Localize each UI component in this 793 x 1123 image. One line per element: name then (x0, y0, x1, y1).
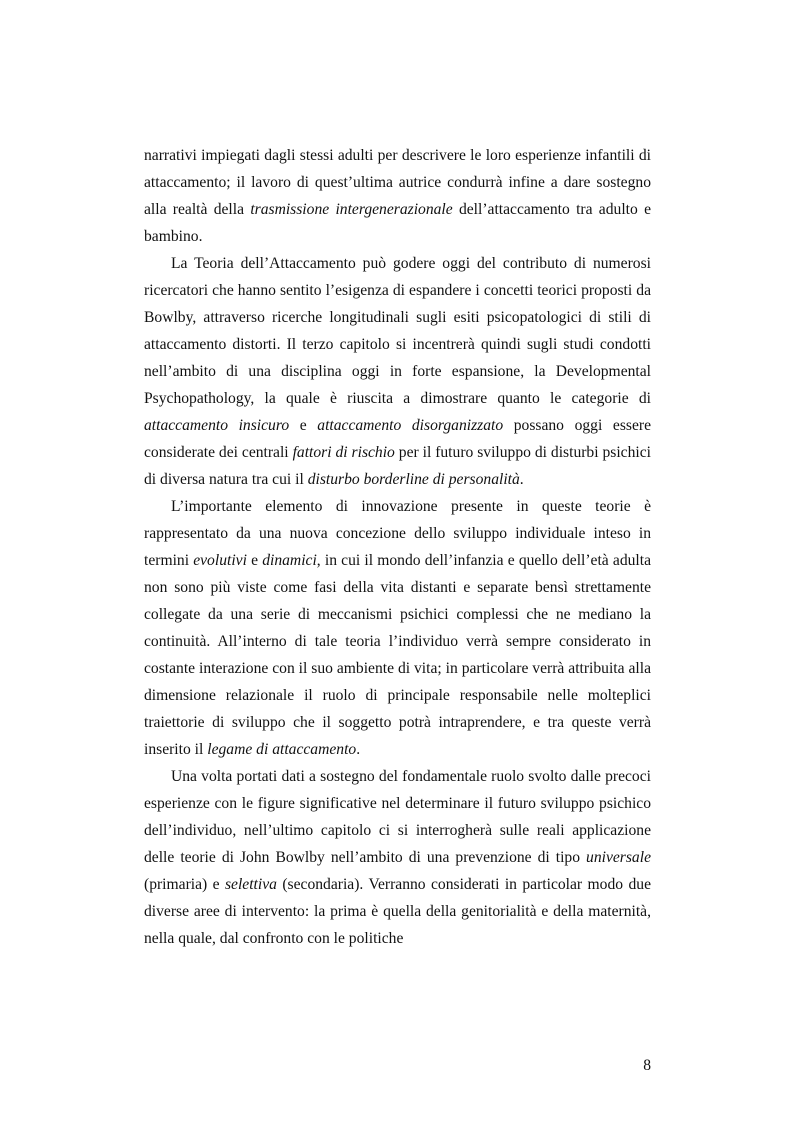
text-segment: La Teoria dell’Attaccamento può godere oggi del contributo di numerosi ricercatori che hanno sentito l’esigenza di espandere i concetti teorici proposti da Bowlby, attraverso ricerche longitudinali sugli esiti psicopatologici di stili di attaccamento distorti. Il terzo capitolo si incentrerà quindi sugli studi condotti nell’ambito di una disciplina oggi in forte espansione, la Developmental Psychopathology, la quale è riuscita a dimostrare quanto le categorie di (144, 255, 651, 407)
paragraph-2 (144, 250, 651, 493)
paragraph-3 (144, 493, 651, 763)
text-segment: . (356, 741, 361, 758)
text-segment: dell’attaccamento tra adulto e bambino. (144, 201, 651, 245)
italic-segment: selettiva (224, 876, 277, 893)
text-segment: per il futuro sviluppo di disturbi psichici di diversa natura tra cui il (144, 444, 651, 488)
italic-segment: attaccamento insicuro (144, 417, 290, 434)
italic-segment: fattori di rischio (292, 444, 395, 461)
text-segment: . (519, 471, 524, 488)
italic-segment: universale (586, 849, 651, 866)
text-segment: (primaria) e (144, 876, 225, 893)
page-number: 8 (643, 1057, 651, 1074)
italic-segment: trasmissione intergenerazionale (250, 201, 453, 218)
text-segment: e (289, 417, 318, 434)
text-segment: narrativi impiegati dagli stessi adulti per descrivere le loro esperienze infantili di attaccamento; il lavoro di quest’ultima autrice condurrà infine a dare sostegno alla realtà della (144, 147, 651, 218)
italic-segment: attaccamento disorganizzato (317, 417, 504, 434)
italic-segment: evolutivi (193, 552, 247, 569)
italic-segment: dinamici (262, 552, 317, 569)
text-segment: L’importante elemento di innovazione presente in queste teorie è rappresentato da una nuova concezione dello sviluppo individuale inteso in termini (144, 498, 651, 569)
italic-segment: disturbo borderline di personalità (307, 471, 520, 488)
paragraph-1 (144, 142, 651, 250)
text-segment: (secondaria). Verranno considerati in particolar modo due diverse aree di intervento: la prima è quella della genitorialità e della maternità, nella quale, dal confronto con le politiche (144, 876, 651, 947)
text-segment: possano oggi essere considerate dei centrali (144, 417, 651, 461)
body-text (144, 142, 651, 952)
text-segment: e (246, 552, 263, 569)
paragraph-4 (144, 763, 651, 952)
text-segment: Una volta portati dati a sostegno del fondamentale ruolo svolto dalle precoci esperienze con le figure significative nel determinare il futuro sviluppo psichico dell’individuo, nell’ultimo capitolo ci si interrogherà sulle reali applicazione delle teorie di John Bowlby nell’ambito di una prevenzione di tipo (144, 768, 651, 866)
text-segment: , in cui il mondo dell’infanzia e quello dell’età adulta non sono più viste come fasi della vita distanti e separate bensì strettamente collegate da una serie di meccanismi psichici complessi che ne mediano la continuità. All’interno di tale teoria l’individuo verrà sempre considerato in costante interazione con il suo ambiente di vita; in particolare verrà attribuita alla dimensione relazionale il ruolo di principale responsabile nelle molteplici traiettorie di sviluppo che il soggetto potrà intraprendere, e tra queste verrà inserito il (144, 552, 652, 758)
italic-segment: legame di attaccamento (207, 741, 357, 758)
